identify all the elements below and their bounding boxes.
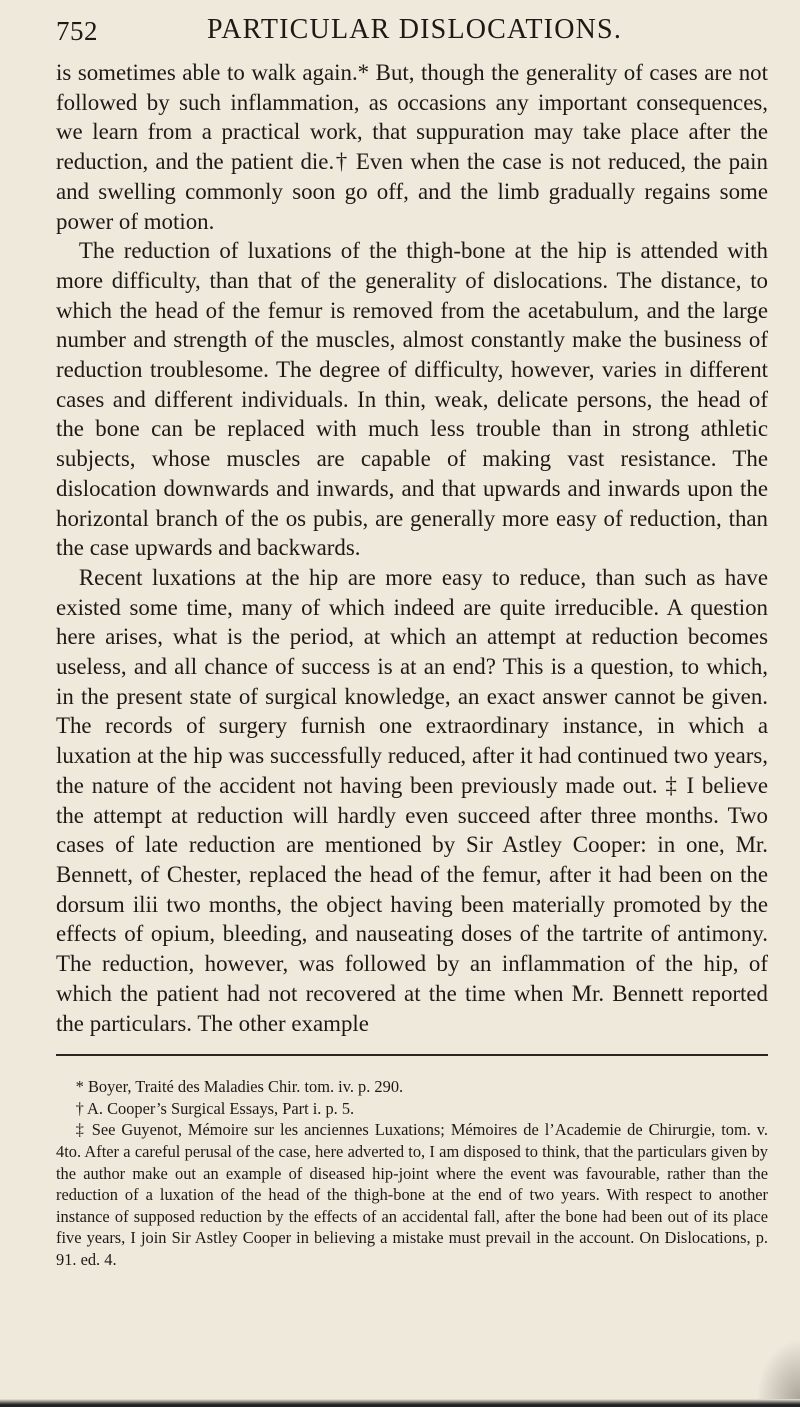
page-corner-shadow (756, 1339, 800, 1399)
footnote-asterisk: * Boyer, Traité des Maladies Chir. tom. iv. p. 290. (75, 1077, 404, 1097)
paragraph-thigh-bone-reduction: The reduction of luxations of the thigh-bone at the hip is attended with more difficulty, than that of the generality of dislocations. The distance, to which the head of the femur is removed from the acetabulum, and the large number and strength of the muscles, almost constantly make the business of reduction troublesome. The degree of difficulty, however, varies in different cases and different individuals. In thin, weak, delicate persons, the head of the bone can be replaced with much less trouble than in strong athletic subjects, whose muscles are capable of making vast resistance. The dislocation downwards and inwards, and that upwards and inwards upon the horizontal branch of the os pubis, are generally more easy of reduction, than the case upwards and backwards. (56, 238, 768, 561)
footnote-double-dagger: ‡ See Guyenot, Mémoire sur les anciennes Luxations; Mémoires de l’Academie de Chirurgie, tom. v. 4to. After a careful perusal of the case, here adverted to, I am disposed to think, that the particulars given by the author make out an example of diseased hip-joint where the event was favourable, rather than the reduction of a luxation of the head of the thigh-bone at the end of two years. With respect to another instance of supposed reduction by the effects of an accidental fall, after the bone had been out of its place five years, I join Sir Astley Cooper in believing a mistake must prevail in the account. On Dislocations, p. 91. ed. 4. (56, 1120, 768, 1269)
body-text (56, 58, 768, 1038)
paragraph-continued: is sometimes able to walk again.* But, though the generality of cases are not followed by such inflammation, as occasions any important consequences, we learn from a practical work, that suppuration may take place after the reduction, and the patient die.† Even when the case is not reduced, the pain and swelling commonly soon go off, and the limb gradually regains some power of motion. (56, 60, 768, 234)
paragraph-recent-luxations: Recent luxations at the hip are more easy to reduce, than such as have existed some time, many of which indeed are quite irreducible. A question here arises, what is the period, at which an attempt at reduction becomes useless, and all chance of success is at an end? This is a question, to which, in the present state of surgical knowledge, an exact answer cannot be given. The records of surgery furnish one extraordinary instance, in which a luxation at the hip was successfully reduced, after it had continued two years, the nature of the accident not having been previously made out. ‡ I believe the attempt at reduction will hardly even succeed after three months. Two cases of late reduction are mentioned by Sir Astley Cooper: in one, Mr. Bennett, of Chester, replaced the head of the femur, after it had been on the dorsum ilii two months, the object having been materially promoted by the effects of opium, bleeding, and nauseating doses of the tartrite of antimony. The reduction, however, was followed by an inflammation of the hip, of which the patient had not recovered at the time when Mr. Bennett reported the particulars. The other example (56, 564, 768, 1036)
book-page (56, 14, 768, 1271)
running-head: PARTICULAR DISLOCATIONS. (207, 14, 623, 45)
footnote-dagger: † A. Cooper’s Surgical Essays, Part i. p. 5. (75, 1098, 355, 1118)
footnotes (56, 1076, 768, 1270)
page-header (56, 14, 768, 54)
page-bottom-edge (0, 1399, 800, 1407)
footnote-divider (56, 1054, 768, 1056)
page-number: 752 (56, 16, 98, 46)
